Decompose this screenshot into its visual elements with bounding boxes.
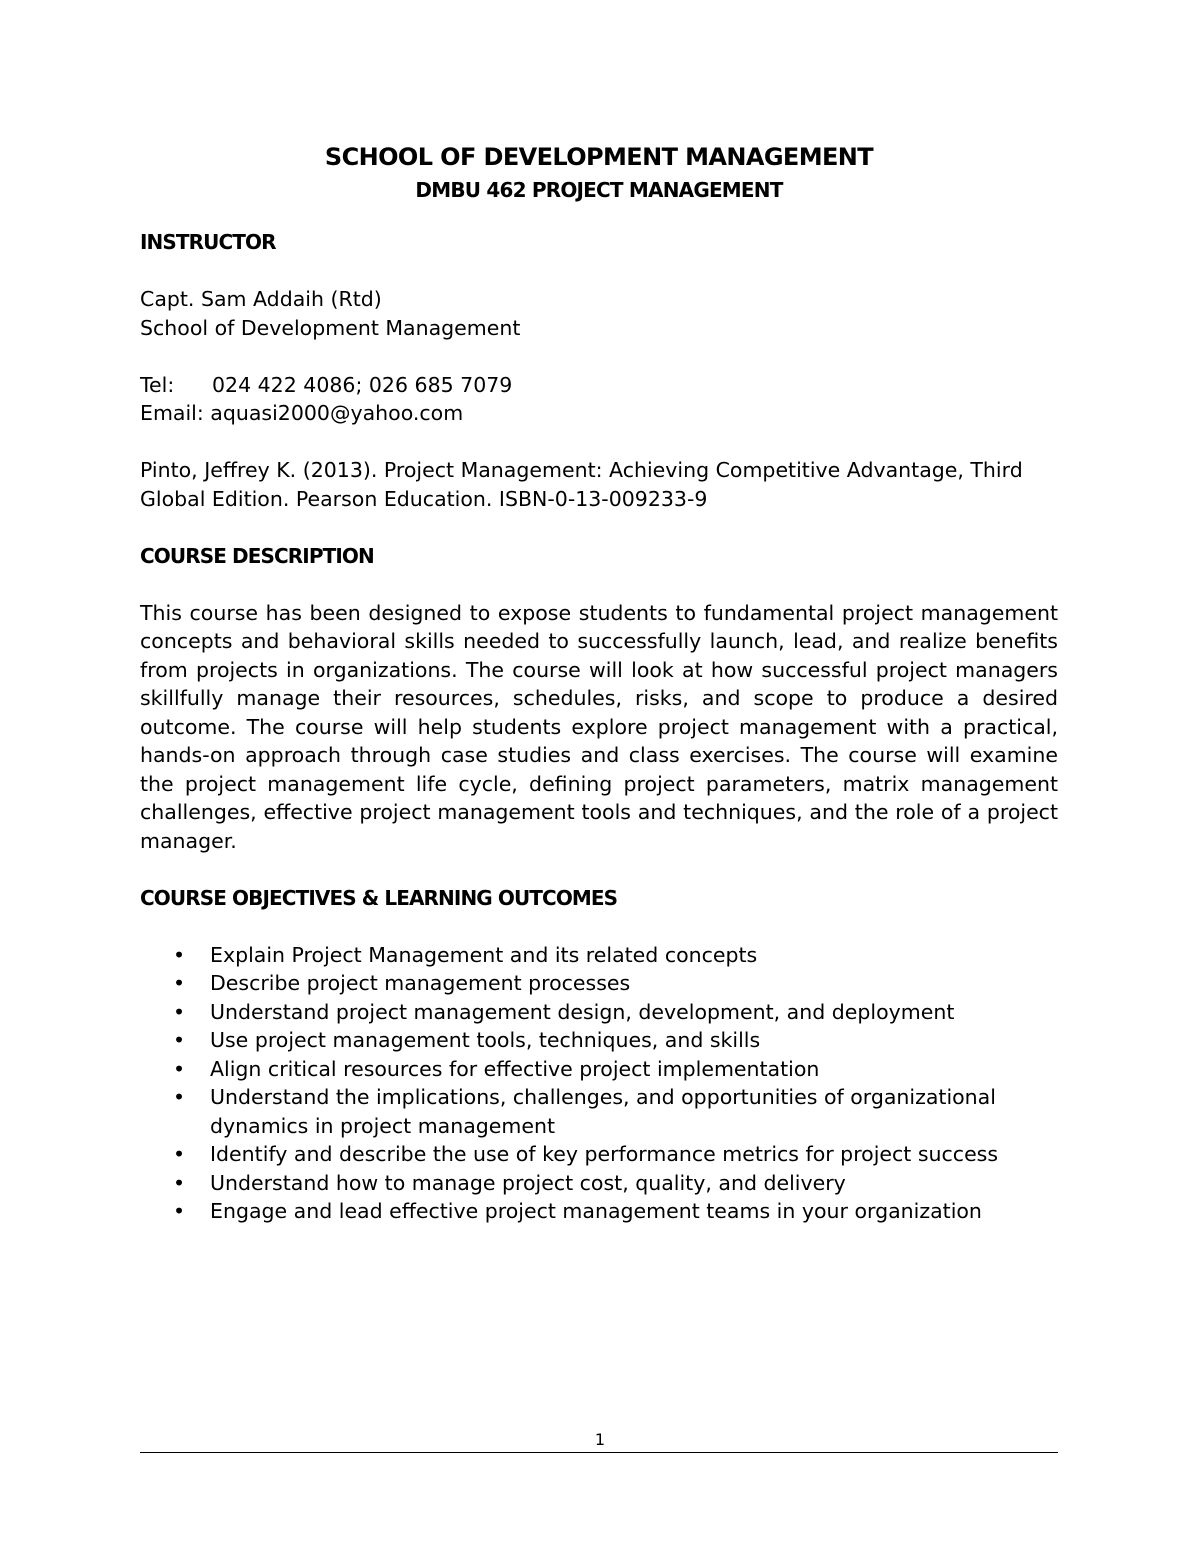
objective-text: Describe project management processes <box>210 971 631 995</box>
bullet-icon: • <box>173 1142 186 1166</box>
objective-text: Explain Project Management and its related concepts <box>210 942 758 967</box>
bullet-icon: • <box>173 971 186 995</box>
bullet-icon: • <box>173 1170 186 1195</box>
instructor-tel <box>140 371 1058 400</box>
list-item <box>140 1169 1058 1198</box>
bullet-icon: • <box>173 1085 186 1109</box>
objective-text: Understand how to manage project cost, quality, and delivery <box>210 1170 846 1195</box>
bullet-icon: • <box>173 999 186 1024</box>
course-description-body: This course has been designed to expose students to fundamental project management concepts and behavioral skills needed to successfully launch, lead, and realize benefits from projects in organizations. The course will look at how successful project managers skillfully manage their resources, schedules, risks, and scope to produce a desired outcome. The course will help students explore project management with a practical, hands-on approach through case studies and class exercises. The course will examine the project management life cycle, defining project parameters, matrix management challenges, effective project management tools and techniques, and the role of a project manager. <box>140 600 1058 853</box>
list-item <box>140 1083 1058 1140</box>
instructor-heading: INSTRUCTOR <box>140 230 276 254</box>
school-title: SCHOOL OF DEVELOPMENT MANAGEMENT <box>324 143 874 171</box>
objective-text: Understand project management design, development, and deployment <box>210 999 955 1024</box>
list-item <box>140 1140 1058 1169</box>
objectives-heading: COURSE OBJECTIVES & LEARNING OUTCOMES <box>140 885 618 910</box>
bullet-icon: • <box>173 1056 186 1081</box>
list-item <box>140 941 1058 970</box>
tel-label: Tel: <box>140 372 175 397</box>
instructor-department: School of Development Management <box>140 315 521 340</box>
objective-text: Use project management tools, techniques, and skills <box>210 1028 761 1052</box>
instructor-email: Email: aquasi2000@yahoo.com <box>140 401 464 425</box>
bullet-icon: • <box>173 1199 186 1223</box>
tel-value: 024 422 4086; 026 685 7079 <box>212 372 513 397</box>
footer-divider <box>140 1452 1058 1453</box>
objectives-list <box>140 941 1058 1226</box>
objective-text: Align critical resources for effective project implementation <box>210 1056 820 1081</box>
list-item <box>140 998 1058 1027</box>
objective-text: Engage and lead effective project management teams in your organization <box>210 1199 982 1223</box>
course-description-heading: COURSE DESCRIPTION <box>140 543 374 568</box>
bullet-icon: • <box>173 1028 186 1052</box>
page-number: 1 <box>594 1430 606 1449</box>
bullet-icon: • <box>173 942 186 967</box>
list-item <box>140 1026 1058 1055</box>
textbook-citation: Pinto, Jeffrey K. (2013). Project Management: Achieving Competitive Advantage, Third Global Edition. Pearson Education. ISBN-0-13-009233-9 <box>140 458 1023 511</box>
objective-text: Identify and describe the use of key performance metrics for project success <box>210 1142 999 1166</box>
list-item <box>140 1055 1058 1084</box>
list-item <box>140 1197 1058 1226</box>
instructor-name: Capt. Sam Addaih (Rtd) <box>140 287 382 311</box>
document-page <box>140 140 1058 1226</box>
list-item <box>140 969 1058 998</box>
objective-text: Understand the implications, challenges, and opportunities of organizational dynamics in project management <box>210 1085 996 1138</box>
course-title: DMBU 462 PROJECT MANAGEMENT <box>415 178 783 202</box>
